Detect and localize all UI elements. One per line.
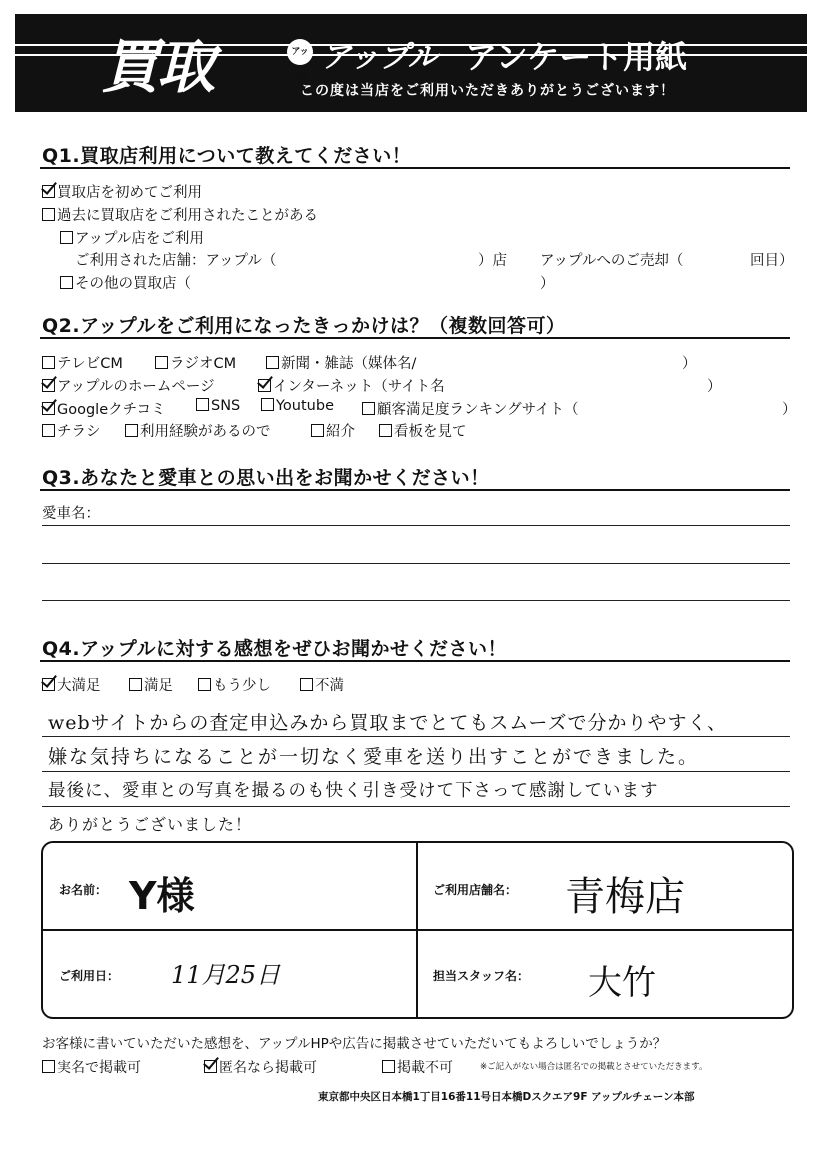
q2-rule	[40, 337, 790, 339]
checkbox-icon[interactable]	[261, 398, 274, 411]
checkbox-checked-icon[interactable]	[258, 379, 271, 392]
q2-radio-label: ラジオCM	[170, 356, 237, 372]
checkbox-icon[interactable]	[42, 356, 55, 369]
consent-note: ※ご記入がない場合は匿名での掲載とさせていただきます。	[480, 1062, 708, 1072]
q1-other-option[interactable]	[60, 272, 191, 293]
checkbox-icon[interactable]	[196, 398, 209, 411]
consent-no-post-label: 掲載不可	[397, 1060, 453, 1076]
checkbox-icon[interactable]	[362, 402, 375, 415]
q1-other-close: ）	[540, 276, 555, 292]
checkbox-icon[interactable]	[198, 678, 211, 691]
store-label: ご利用店舗名：	[433, 883, 518, 897]
q2-experience-option[interactable]	[125, 420, 271, 441]
q4-unsatisfied-label: 不満	[315, 678, 344, 694]
date-label: ご利用日：	[59, 969, 120, 983]
q2-homepage-label: アップルのホームページ	[57, 379, 215, 395]
q2-google-label: Googleクチコミ	[57, 402, 166, 418]
consent-anonymous-label: 匿名なら掲載可	[219, 1060, 317, 1076]
q1-other-label: その他の買取店（	[75, 276, 191, 292]
q3-rule	[40, 489, 790, 491]
footer-address: 東京都中央区日本橋1丁目16番11号日本橋Dスクエア9F アップルチェーン本部	[318, 1091, 695, 1103]
checkbox-icon[interactable]	[60, 276, 73, 289]
q2-internet-option[interactable]	[258, 375, 445, 396]
q2-tv-label: テレビCM	[57, 356, 123, 372]
q2-flyer-option[interactable]	[42, 420, 101, 441]
thanks-message: この度は当店をご利用いただきありがとうございます！	[300, 83, 675, 99]
name-field[interactable]: Y様	[129, 874, 195, 918]
q4-answer-line[interactable]	[42, 806, 790, 807]
checkbox-checked-icon[interactable]	[42, 185, 55, 198]
brand-name: アップル	[321, 40, 438, 75]
q4-comment-line: 嫌な気持ちになることが一切なく愛車を送り出すことができました。	[48, 746, 700, 768]
q1-visit-suffix: 回目）	[750, 253, 794, 269]
q2-newspaper-option[interactable]	[266, 352, 416, 373]
q1-store-suffix: ）店	[478, 253, 507, 269]
q3-answer-line[interactable]	[42, 563, 790, 564]
q4-bit-more-option[interactable]	[198, 674, 271, 695]
staff-field[interactable]: 大竹	[588, 963, 656, 1003]
q4-very-satisfied-label: 大満足	[57, 678, 101, 694]
q2-ranking-label: 顧客満足度ランキングサイト（	[377, 402, 579, 418]
checkbox-icon[interactable]	[42, 208, 55, 221]
q2-newspaper-close: ）	[682, 356, 697, 372]
survey-title: アンケート用紙	[465, 38, 688, 76]
apple-logo-icon: アップル	[287, 39, 313, 65]
q2-homepage-option[interactable]	[42, 375, 215, 396]
consent-real-name-label: 実名で掲載可	[57, 1060, 141, 1076]
checkbox-icon[interactable]	[379, 424, 392, 437]
q1-past-option[interactable]	[42, 204, 318, 225]
q1-apple-store-label: アップル店をご利用	[75, 231, 204, 247]
q4-satisfied-option[interactable]	[129, 674, 173, 695]
q2-ranking-option[interactable]	[362, 398, 579, 419]
q4-very-satisfied-option[interactable]	[42, 674, 101, 695]
consent-question: お客様に書いていただいた感想を、アップルHPや広告に掲載させていただいてもよろしいでしょうか？	[42, 1036, 667, 1052]
q2-referral-label: 紹介	[326, 424, 355, 440]
customer-info-table	[41, 841, 794, 1019]
q1-past-label: 過去に買取店をご利用されたことがある	[57, 208, 318, 224]
q1-apple-store-option[interactable]	[60, 227, 204, 248]
q2-internet-label: インターネット（サイト名	[273, 379, 445, 395]
q4-satisfied-label: 満足	[144, 678, 173, 694]
q4-rule	[40, 660, 790, 662]
kaitori-heading: 買取	[101, 33, 214, 101]
q2-sns-label: SNS	[211, 398, 241, 414]
checkbox-icon[interactable]	[60, 231, 73, 244]
q1-visit-count-label: アップルへのご売却（	[540, 253, 684, 269]
q2-ranking-close: ）	[782, 402, 797, 418]
q2-flyer-label: チラシ	[57, 424, 101, 440]
q3-car-label: 愛車名：	[42, 506, 100, 522]
q4-comment-line: webサイトからの査定申込みから買取までとてもスムーズで分かりやすく、	[48, 712, 728, 734]
q2-experience-label: 利用経験があるので	[140, 424, 271, 440]
checkbox-checked-icon[interactable]	[42, 678, 55, 691]
q2-referral-option[interactable]	[311, 420, 355, 441]
q4-answer-line[interactable]	[42, 736, 790, 737]
q4-comment-line: ありがとうございました！	[48, 815, 253, 834]
checkbox-icon[interactable]	[42, 1060, 55, 1073]
q1-title: Q1.買取店利用について教えてください！	[42, 145, 412, 167]
checkbox-icon[interactable]	[155, 356, 168, 369]
header-banner	[15, 14, 807, 112]
name-label: お名前：	[59, 883, 108, 897]
q2-signboard-label: 看板を見て	[394, 424, 467, 440]
q1-store-used-label: ご利用された店舗：アップル（	[75, 253, 277, 269]
store-field[interactable]: 青梅店	[565, 874, 685, 920]
q4-bit-more-label: もう少し	[213, 678, 271, 694]
q2-tv-option[interactable]	[42, 352, 123, 373]
q2-radio-option[interactable]	[155, 352, 236, 373]
consent-real-name-option[interactable]	[42, 1057, 141, 1077]
q3-title: Q3.あなたと愛車との思い出をお聞かせください！	[42, 467, 490, 489]
checkbox-icon[interactable]	[266, 356, 279, 369]
q4-unsatisfied-option[interactable]	[300, 674, 344, 695]
q1-rule	[40, 167, 790, 169]
q2-youtube-label: Youtube	[276, 398, 334, 414]
staff-label: 担当スタッフ名：	[433, 969, 530, 983]
q4-title: Q4.アップルに対する感想をぜひお聞かせください！	[42, 638, 508, 660]
checkbox-icon[interactable]	[125, 424, 138, 437]
checkbox-icon[interactable]	[382, 1060, 395, 1073]
checkbox-checked-icon[interactable]	[42, 402, 55, 415]
q3-answer-line[interactable]	[42, 600, 790, 601]
q1-first-time-option[interactable]	[42, 181, 202, 202]
q2-signboard-option[interactable]	[379, 420, 467, 441]
checkbox-icon[interactable]	[300, 678, 313, 691]
q2-youtube-option[interactable]	[261, 398, 334, 414]
q2-internet-close: ）	[707, 379, 722, 395]
q3-answer-line[interactable]	[42, 525, 790, 526]
q2-google-option[interactable]	[42, 398, 166, 419]
consent-anonymous-option[interactable]	[204, 1057, 317, 1077]
checkbox-icon[interactable]	[42, 424, 55, 437]
q2-title: Q2.アップルをご利用になったきっかけは？（複数回答可）	[42, 315, 566, 337]
q2-sns-option[interactable]	[196, 398, 240, 414]
date-field[interactable]: 11月25日	[171, 961, 281, 989]
checkbox-checked-icon[interactable]	[204, 1060, 217, 1073]
checkbox-icon[interactable]	[311, 424, 324, 437]
q1-first-time-label: 買取店を初めてご利用	[57, 185, 202, 201]
q4-answer-line[interactable]	[42, 771, 790, 772]
checkbox-icon[interactable]	[129, 678, 142, 691]
checkbox-checked-icon[interactable]	[42, 379, 55, 392]
q2-newspaper-label: 新聞・雑誌（媒体名/	[281, 356, 417, 372]
consent-no-post-option[interactable]	[382, 1057, 453, 1077]
q4-comment-line: 最後に、愛車との写真を撮るのも快く引き受けて下さって感謝しています	[48, 781, 659, 801]
